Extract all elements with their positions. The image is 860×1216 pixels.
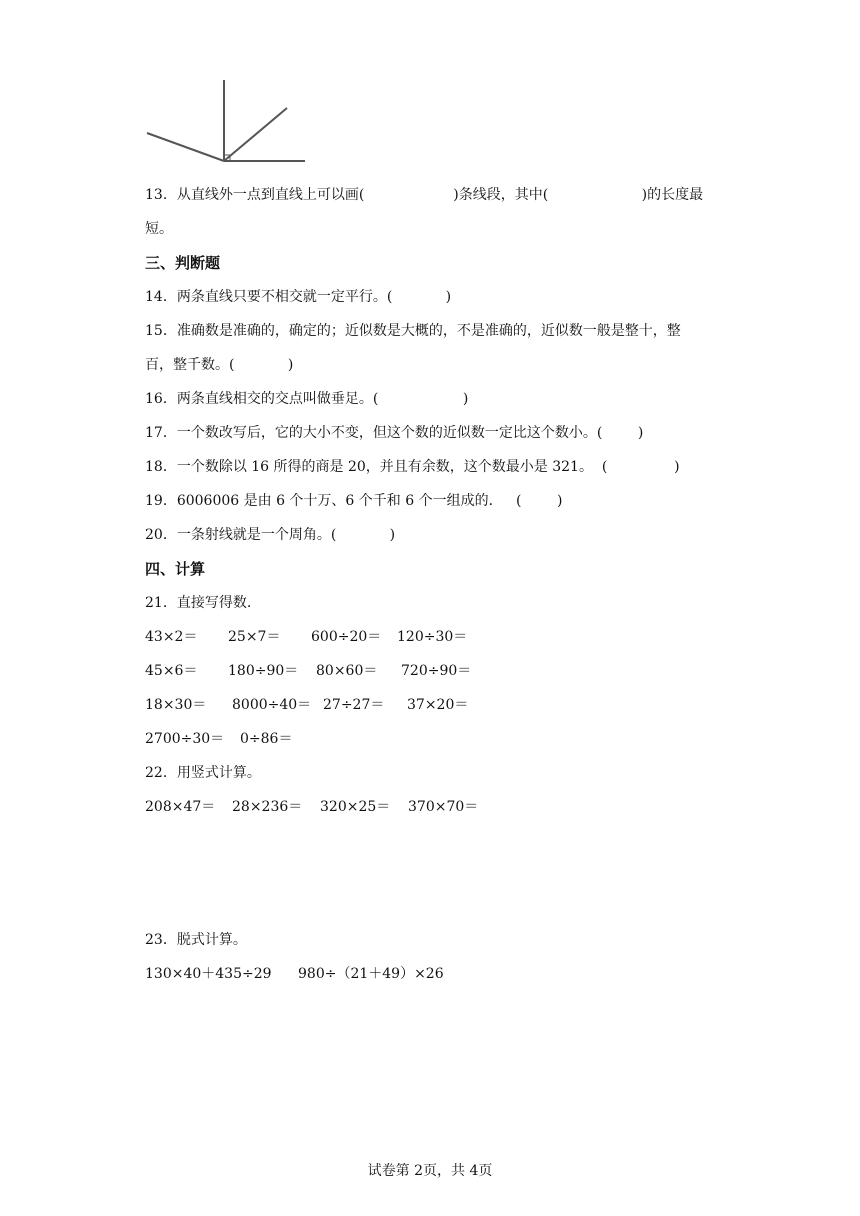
question-22-label: 22．用竖式计算。 bbox=[145, 765, 261, 781]
oral-calc-item: 120÷30＝ bbox=[397, 629, 468, 645]
oral-calc-item: 0÷86＝ bbox=[240, 731, 293, 747]
oral-calc-item: 180÷90＝ bbox=[228, 663, 299, 679]
question-20: 20．一条射线就是一个周角。( ) bbox=[145, 527, 396, 543]
question-19: 19．6006006 是由 6 个十万、6 个千和 6 个一组成的． ( ) bbox=[145, 493, 563, 509]
question-16: 16．两条直线相交的交点叫做垂足。( ) bbox=[145, 391, 469, 407]
question-15-line2: 百，整千数。( ) bbox=[145, 357, 294, 373]
oblique-ray-left bbox=[147, 133, 224, 161]
oral-calc-row-3 bbox=[145, 695, 705, 715]
oral-calc-row-1 bbox=[145, 627, 705, 647]
stepwise-calc-row bbox=[145, 964, 705, 984]
oral-calc-item: 600÷20＝ bbox=[311, 629, 382, 645]
question-13-line1: 13．从直线外一点到直线上可以画( )条线段，其中( )的长度最 bbox=[145, 187, 704, 203]
question-23-label: 23．脱式计算。 bbox=[145, 932, 247, 948]
section-calculation-title: 四、计算 bbox=[145, 560, 206, 578]
oblique-ray-right bbox=[224, 108, 287, 161]
question-17: 17．一个数改写后，它的大小不变，但这个数的近似数一定比这个数小。( ) bbox=[145, 425, 644, 441]
vertical-calc-row bbox=[145, 797, 705, 817]
oral-calc-item: 45×6＝ bbox=[145, 663, 198, 679]
vertical-calc-item: 28×236＝ bbox=[232, 799, 303, 815]
oral-calc-item: 27÷27＝ bbox=[323, 697, 385, 713]
question-13-line2: 短。 bbox=[145, 221, 173, 237]
section-judgement-title: 三、判断题 bbox=[145, 254, 221, 272]
vertical-calc-item: 370×70＝ bbox=[408, 799, 479, 815]
question-14: 14．两条直线只要不相交就一定平行。( ) bbox=[145, 289, 452, 305]
oral-calc-item: 25×7＝ bbox=[228, 629, 281, 645]
page-footer: 试卷第 2页，共 4页 bbox=[367, 1163, 493, 1179]
vertical-calc-item: 208×47＝ bbox=[145, 799, 216, 815]
oral-calc-row-2 bbox=[145, 661, 705, 681]
stepwise-calc-item: 130×40＋435÷29 bbox=[145, 966, 272, 982]
oral-calc-item: 43×2＝ bbox=[145, 629, 198, 645]
oral-calc-item: 720÷90＝ bbox=[401, 663, 472, 679]
oral-calc-item: 18×30＝ bbox=[145, 697, 207, 713]
question-18: 18．一个数除以 16 所得的商是 20，并且有余数，这个数最小是 321。 ( ) bbox=[145, 459, 680, 475]
oral-calc-item: 37×20＝ bbox=[407, 697, 469, 713]
angle-figure bbox=[140, 75, 315, 170]
vertical-calc-item: 320×25＝ bbox=[320, 799, 391, 815]
oral-calc-row-4 bbox=[145, 729, 705, 749]
oral-calc-item: 80×60＝ bbox=[316, 663, 378, 679]
question-15-line1: 15．准确数是准确的，确定的；近似数是大概的，不是准确的，近似数一般是整十，整 bbox=[145, 323, 681, 339]
stepwise-calc-item: 980÷（21＋49）×26 bbox=[298, 966, 444, 982]
oral-calc-item: 8000÷40＝ bbox=[232, 697, 312, 713]
question-21-label: 21．直接写得数. bbox=[145, 595, 252, 611]
oral-calc-item: 2700÷30＝ bbox=[145, 731, 225, 747]
